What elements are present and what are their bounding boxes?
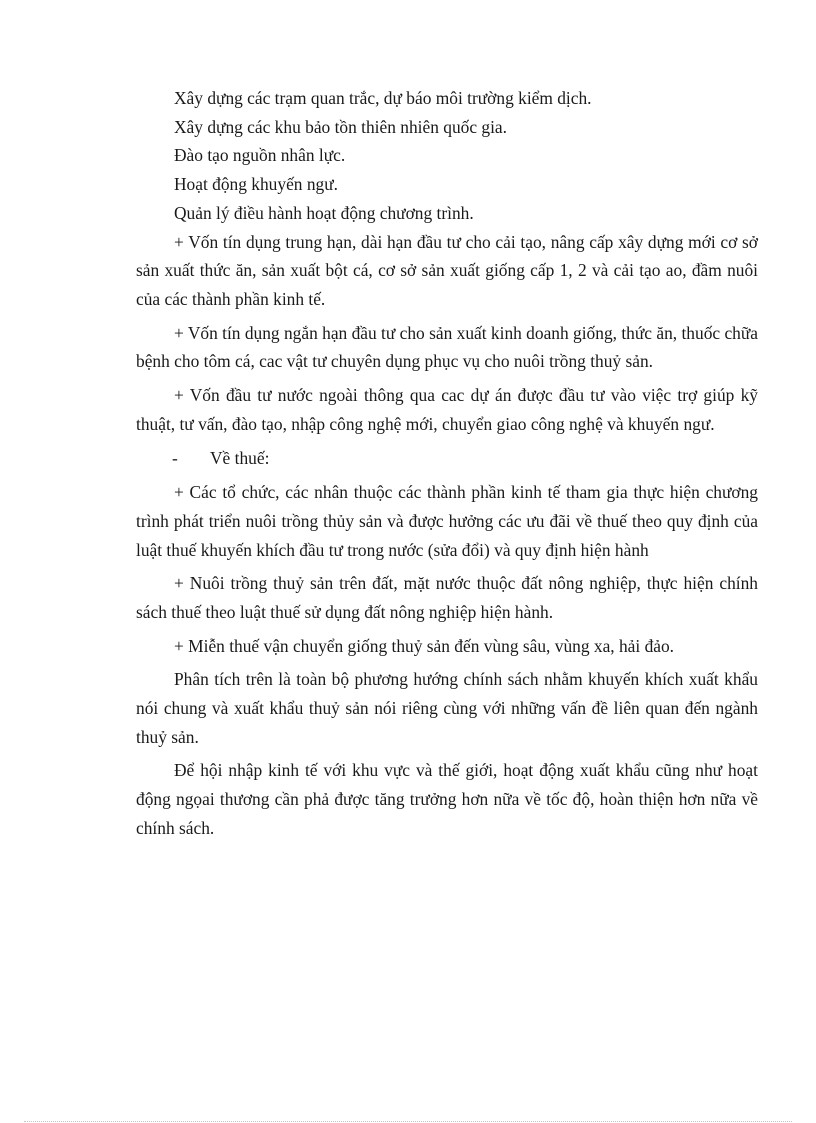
text-line: Quản lý điều hành hoạt động chương trình. (174, 202, 474, 223)
tax-heading (136, 444, 758, 473)
dash-bullet: - (172, 448, 178, 469)
document-body (136, 84, 758, 843)
paragraph-tax-incentives: + Các tổ chức, các nhân thuộc các thành phần kinh tế tham gia thực hiện chương trình phát triển nuôi trồng thủy sản và được hưởng các ưu đãi về thuế theo quy định của luật thuế khuyến khích đầu tư trong nước (sửa đổi) và quy định hiện hành (136, 482, 758, 560)
paragraph-analysis-summary: Phân tích trên là toàn bộ phương hướng chính sách nhằm khuyến khích xuất khẩu nói chung và xuất khẩu thuỷ sản nói riêng cùng với những vấn đề liên quan đến ngành thuỷ sản. (136, 669, 758, 747)
paragraph-integration-conclusion: Để hội nhập kinh tế với khu vực và thế giới, hoạt động xuất khẩu cũng như hoạt động ngọai thương cần phả được tăng trưởng hơn nữa về tốc độ, hoàn thiện hơn nữa về chính sách. (136, 760, 758, 838)
paragraph-medium-long-term-credit: + Vốn tín dụng trung hạn, dài hạn đầu tư cho cải tạo, nâng cấp xây dựng mới cơ sở sản xuất thức ăn, sản xuất bột cá, cơ sở sản xuất giống cấp 1, 2 và cải tạo ao, đầm nuôi của các thành phần kinh tế. (136, 231, 758, 309)
tax-heading-text: Về thuế: (210, 448, 270, 469)
text-line: Đào tạo nguồn nhân lực. (174, 145, 346, 166)
text-line: Hoạt động khuyến ngư. (174, 174, 338, 195)
page-bottom-divider (24, 1121, 792, 1122)
text-line: Xây dựng các khu bảo tồn thiên nhiên quốc gia. (174, 116, 507, 137)
paragraph-short-term-credit: + Vốn tín dụng ngắn hạn đầu tư cho sản xuất kinh doanh giống, thức ăn, thuốc chữa bệnh cho tôm cá, cac vật tư chuyên dụng phục vụ cho nuôi trồng thuỷ sản. (136, 322, 759, 372)
paragraph-land-tax: + Nuôi trồng thuỷ sản trên đất, mặt nước thuộc đất nông nghiệp, thực hiện chính sách thuế theo luật thuế sử dụng đất nông nghiệp hiện hành. (136, 573, 758, 622)
text-line: Xây dựng các trạm quan trắc, dự báo môi trường kiểm dịch. (174, 88, 592, 108)
paragraph-foreign-investment: + Vốn đầu tư nước ngoài thông qua cac dự án được đầu tư vào việc trợ giúp kỹ thuật, tư vấn, đào tạo, nhập công nghệ mới, chuyển giao công nghệ và khuyến ngư. (136, 385, 758, 434)
paragraph-transport-tax-exemption: + Miễn thuế vận chuyển giống thuỷ sản đến vùng sâu, vùng xa, hải đảo. (174, 635, 675, 656)
